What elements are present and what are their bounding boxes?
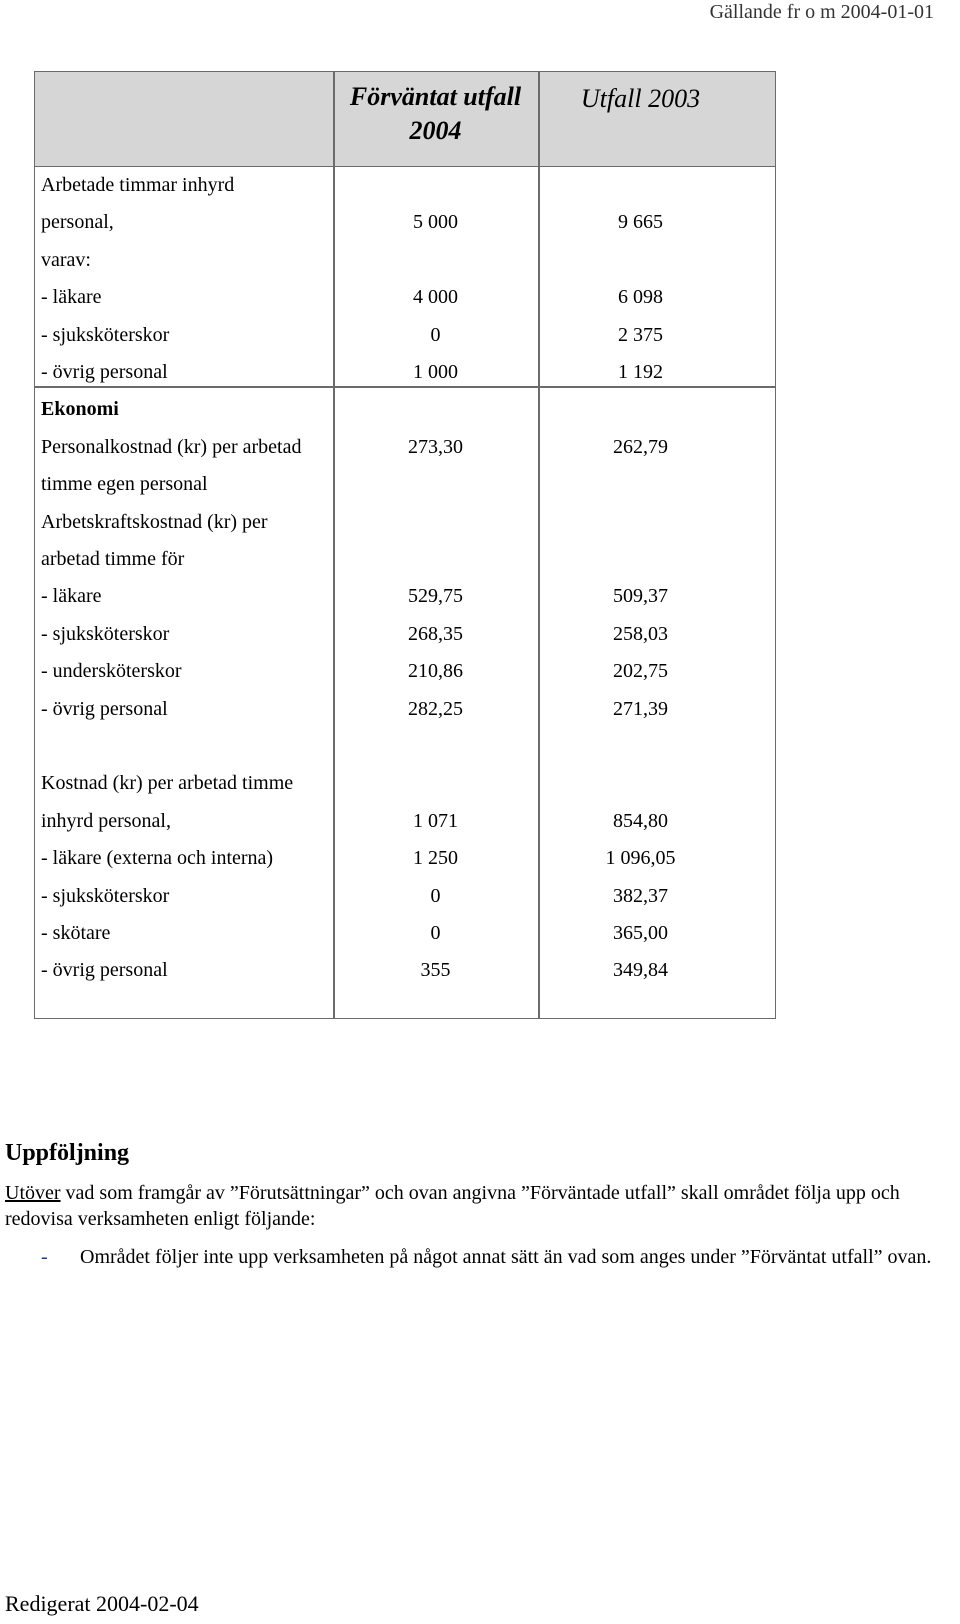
value-outcome-2003: 6 098 <box>618 286 663 309</box>
value-outcome-2003: 262,79 <box>613 435 668 458</box>
value-expected-2004: 355 <box>420 959 451 982</box>
row-label: - läkare <box>41 286 102 309</box>
row-label: Arbetskraftskostnad (kr) per <box>41 510 268 533</box>
table-row <box>35 951 775 989</box>
value-outcome-2003: 1 192 <box>618 361 663 383</box>
row-label: personal, <box>41 211 114 234</box>
table-row <box>35 727 775 765</box>
row-label: varav: <box>41 248 91 271</box>
table-row <box>35 353 775 391</box>
value-expected-2004: 0 <box>430 922 441 944</box>
value-outcome-2003: 202,75 <box>613 660 668 683</box>
paragraph-text: vad som framgår av ”Förutsättningar” och ovan angivna ”Förväntade utfall” skall området följa upp och redovisa verksamheten enligt följande: <box>5 1182 900 1230</box>
column-header-expected-2004: Förväntat utfall 2004 <box>349 82 522 145</box>
table-row <box>35 278 775 316</box>
value-expected-2004: 1 071 <box>413 809 458 832</box>
value-outcome-2003: 365,00 <box>613 922 668 944</box>
value-expected-2004: 273,30 <box>408 435 463 458</box>
table-row <box>35 428 775 466</box>
validity-date: Gällande fr o m 2004-01-01 <box>709 1 934 23</box>
value-outcome-2003: 382,37 <box>613 884 668 907</box>
row-label: - skötare <box>41 922 111 944</box>
table-row <box>35 241 775 279</box>
value-expected-2004: 4 000 <box>413 286 458 309</box>
value-outcome-2003: 1 096,05 <box>605 847 676 870</box>
edited-date: Redigerat 2004-02-04 <box>5 1591 199 1616</box>
row-label: - sjuksköterskor <box>41 622 170 645</box>
bullet-dash: - <box>41 1246 48 1268</box>
row-label: - övrig personal <box>41 697 168 720</box>
statistics-table <box>34 71 776 1019</box>
table-row <box>35 615 775 653</box>
row-label: - läkare (externa och interna) <box>41 847 274 870</box>
row-label: - övrig personal <box>41 959 168 982</box>
row-label: Personalkostnad (kr) per arbetad <box>41 435 302 458</box>
row-label: - läkare <box>41 585 102 608</box>
table-row <box>35 690 775 728</box>
value-expected-2004: 268,35 <box>408 622 463 645</box>
row-label: - övrig personal <box>41 361 168 383</box>
value-expected-2004: 5 000 <box>413 211 458 234</box>
row-label: timme egen personal <box>41 473 208 496</box>
row-label: inhyrd personal, <box>41 809 171 832</box>
value-outcome-2003: 9 665 <box>618 211 663 234</box>
table-row <box>35 540 775 578</box>
value-outcome-2003: 509,37 <box>613 585 668 608</box>
value-outcome-2003: 2 375 <box>618 323 663 346</box>
value-outcome-2003: 854,80 <box>613 809 668 832</box>
value-expected-2004: 0 <box>430 884 441 907</box>
table-row <box>35 652 775 690</box>
table-row <box>35 764 775 802</box>
value-expected-2004: 1 000 <box>413 361 458 383</box>
followup-paragraph <box>5 1180 935 1232</box>
column-header-outcome-2003: Utfall 2003 <box>580 84 701 113</box>
row-label: arbetad timme för <box>41 548 185 570</box>
table-row <box>35 390 775 428</box>
row-label: - sjuksköterskor <box>41 884 170 907</box>
value-outcome-2003: 258,03 <box>613 622 668 645</box>
table-row <box>35 203 775 241</box>
table-row <box>35 577 775 615</box>
value-expected-2004: 1 250 <box>413 847 458 870</box>
row-label: Ekonomi <box>41 398 119 421</box>
value-expected-2004: 210,86 <box>408 660 463 683</box>
value-expected-2004: 529,75 <box>408 585 463 608</box>
row-label: Arbetade timmar inhyrd <box>41 174 235 196</box>
table-row <box>35 316 775 354</box>
table-row <box>35 465 775 503</box>
value-outcome-2003: 271,39 <box>613 697 668 720</box>
row-label: - sjuksköterskor <box>41 323 170 346</box>
table-row <box>35 839 775 877</box>
section-title-followup: Uppföljning <box>5 1140 130 1166</box>
value-outcome-2003: 349,84 <box>613 959 668 982</box>
table-row <box>35 914 775 952</box>
table-row <box>35 166 775 204</box>
table-row <box>35 877 775 915</box>
table-row <box>35 802 775 840</box>
row-label: Kostnad (kr) per arbetad timme <box>41 772 294 795</box>
bullet-text: Området följer inte upp verksamheten på något annat sätt än vad som anges under ”Förväntat utfall” ovan. <box>80 1246 932 1268</box>
value-expected-2004: 0 <box>430 323 441 346</box>
value-expected-2004: 282,25 <box>408 697 463 720</box>
table-row <box>35 503 775 541</box>
row-label: - undersköterskor <box>41 660 182 683</box>
underlined-word: Utöver <box>5 1182 61 1204</box>
